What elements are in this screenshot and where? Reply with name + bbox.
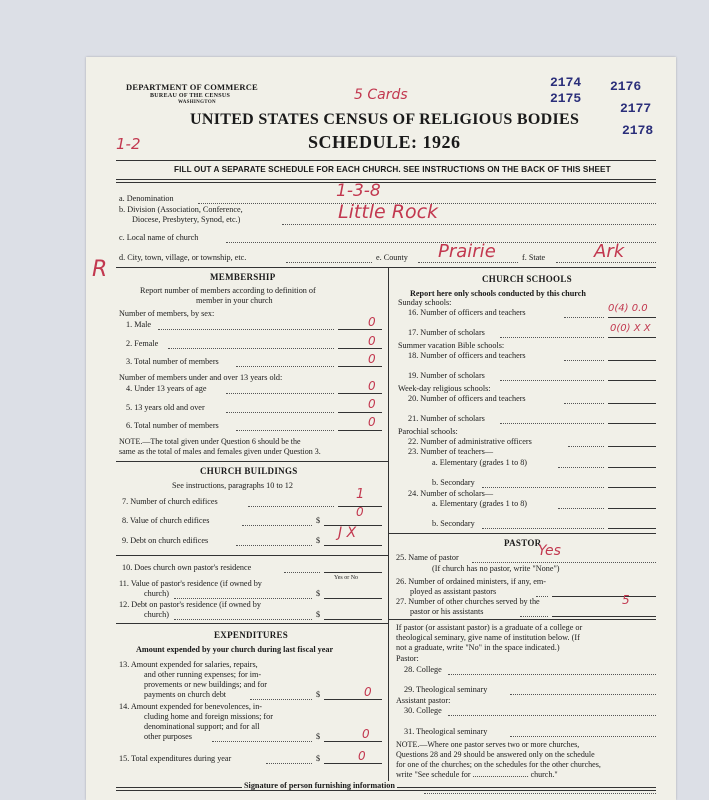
q23-teachers: 23. Number of teachers— <box>408 447 494 456</box>
field-county: e. County <box>376 253 408 262</box>
membership-note: NOTE.—The total given under Question 6 should be the <box>119 437 301 446</box>
exp-total-value: 0 <box>358 749 366 763</box>
pastor-note-cont2: for one of the churches; on the schedules for the other churches, <box>396 760 601 769</box>
membership-intro-cont: member in your church <box>196 296 273 305</box>
exp-benevolence-value: 0 <box>362 727 370 741</box>
dollar-sign: $ <box>316 536 321 545</box>
stamp-number: 2178 <box>622 123 654 138</box>
q7-edifices: 7. Number of church edifices <box>122 497 218 506</box>
q26-ordained: 26. Number of ordained ministers, if any, em- <box>396 577 546 586</box>
scholars-sunday-value: 0(0) X X <box>610 323 651 334</box>
q12-debt-residence: 12. Debt on pastor's residence (if owned by <box>119 600 261 609</box>
grad-instruction-cont1: theological seminary, give name of institution below. (If <box>396 633 580 642</box>
grad-instruction: If pastor (or assistant pastor) is a graduate of a college or <box>396 623 583 632</box>
q21-scholars: 21. Number of scholars <box>408 414 485 423</box>
pastor-title: PASTOR <box>504 538 542 548</box>
q26-cont: ployed as assistant pastors <box>410 587 497 596</box>
dollar-sign: $ <box>316 589 321 598</box>
q30-college: 30. College <box>404 706 442 715</box>
q14-cont3: other purposes <box>144 732 192 741</box>
q13-cont1: and other running expenses; for im- <box>144 670 262 679</box>
value-edifices-value: 0 <box>356 505 364 519</box>
total-members-value: 0 <box>368 352 376 366</box>
city-label: WASHINGTON <box>178 100 216 105</box>
q8-value-edifices: 8. Value of church edifices <box>122 516 210 525</box>
dollar-sign: $ <box>316 732 321 741</box>
denomination-value: 1-3-8 <box>336 181 381 201</box>
buildings-intro: See instructions, paragraphs 10 to 12 <box>172 481 293 490</box>
field-division: b. Division (Association, Conference, <box>119 205 243 214</box>
q12-cont: church) <box>144 610 170 619</box>
q24a-elementary: a. Elementary (grades 1 to 8) <box>432 499 528 508</box>
cards-note: 5 Cards <box>354 87 408 103</box>
pastor-name-value: Yes <box>538 543 561 559</box>
state-value: Ark <box>594 241 625 262</box>
pastor-note-cont1: Questions 28 and 29 should be answered only on the schedule <box>396 750 595 759</box>
census-schedule-sheet <box>86 57 676 800</box>
total-age-value: 0 <box>368 415 376 429</box>
q4-under13: 4. Under 13 years of age <box>126 384 207 393</box>
q13-salaries: 13. Amount expended for salaries, repairs, <box>119 660 258 669</box>
pastor-note-cont3: write "See schedule for ............................ church." <box>396 770 558 779</box>
vacation-schools-label: Summer vacation Bible schools: <box>398 341 505 350</box>
q25-name: 25. Name of pastor <box>396 553 459 562</box>
q11-cont: church) <box>144 589 170 598</box>
age-intro: Number of members under and over 13 years old: <box>119 373 283 382</box>
pastor-note: NOTE.—Where one pastor serves two or more churches, <box>396 740 580 749</box>
dollar-sign: $ <box>316 516 321 525</box>
membership-title: MEMBERSHIP <box>210 272 276 282</box>
q24b-secondary: b. Secondary <box>432 519 475 528</box>
q14-cont2: denominational support; and for all <box>144 722 260 731</box>
q14-benevolence: 14. Amount expended for benevolences, in- <box>119 702 263 711</box>
q27-other-churches: 27. Number of other churches served by the <box>396 597 540 606</box>
members-by-sex: Number of members, by sex: <box>119 309 215 318</box>
q18-officers: 18. Number of officers and teachers <box>408 351 526 360</box>
dollar-sign: $ <box>316 754 321 763</box>
q3-total: 3. Total number of members <box>126 357 219 366</box>
male-value: 0 <box>368 315 376 329</box>
schedule-title: SCHEDULE: 1926 <box>308 132 461 152</box>
weekday-schools-label: Week-day religious schools: <box>398 384 491 393</box>
q15-total: 15. Total expenditures during year <box>119 754 232 763</box>
buildings-title: CHURCH BUILDINGS <box>200 466 298 476</box>
page-ref-note: 1-2 <box>116 135 141 153</box>
q22-admin: 22. Number of administrative officers <box>408 437 532 446</box>
schools-intro: Report here only schools conducted by this church <box>410 289 586 298</box>
q6-total: 6. Total number of members <box>126 421 219 430</box>
stamp-number: 2174 <box>550 75 582 90</box>
field-division-cont: Diocese, Presbytery, Synod, etc.) <box>132 215 241 224</box>
female-value: 0 <box>368 334 376 348</box>
instruction-line: FILL OUT A SEPARATE SCHEDULE FOR EACH CHURCH. SEE INSTRUCTIONS ON THE BACK OF THIS SHEET <box>174 165 611 174</box>
other-churches-value: 5 <box>622 593 630 607</box>
q31-seminary: 31. Theological seminary <box>404 727 488 736</box>
pastor-label: Pastor: <box>396 654 419 663</box>
division-value: Little Rock <box>338 201 439 223</box>
stamp-number: 2175 <box>550 91 582 106</box>
q1-male: 1. Male <box>126 320 152 329</box>
q13-cont3: payments on church debt <box>144 690 227 699</box>
assistant-pastor-label: Assistant pastor: <box>396 696 451 705</box>
q14-cont1: cluding home and foreign missions; for <box>144 712 273 721</box>
department-label: DEPARTMENT OF COMMERCE <box>126 82 258 92</box>
q20-officers: 20. Number of officers and teachers <box>408 394 526 403</box>
q11-value-residence: 11. Value of pastor's residence (if owned by <box>119 579 262 588</box>
q2-female: 2. Female <box>126 339 159 348</box>
county-value: Prairie <box>438 241 496 262</box>
form-title: UNITED STATES CENSUS OF RELIGIOUS BODIES <box>190 111 580 128</box>
q10-owns-residence: 10. Does church own pastor's residence <box>122 563 252 572</box>
q25-note: (If church has no pastor, write "None") <box>432 564 560 573</box>
under13-value: 0 <box>368 379 376 393</box>
q13-cont2: provements or new buildings; and for <box>144 680 268 689</box>
signature-label: Signature of person furnishing information <box>244 781 395 790</box>
stamp-number: 2176 <box>610 79 642 94</box>
edifices-value: 1 <box>356 487 365 502</box>
grad-instruction-cont2: not a graduate, write "No" in the space indicated.) <box>396 643 560 652</box>
parochial-schools-label: Parochial schools: <box>398 427 458 436</box>
q23a-elementary: a. Elementary (grades 1 to 8) <box>432 458 528 467</box>
expenditures-title: EXPENDITURES <box>214 630 289 640</box>
membership-note-cont: same as the total of males and females given under Question 3. <box>119 447 321 456</box>
yes-no-label: Yes or No <box>334 575 359 581</box>
q29-seminary: 29. Theological seminary <box>404 685 488 694</box>
r-mark: R <box>92 257 108 282</box>
bureau-label: BUREAU OF THE CENSUS <box>150 93 231 99</box>
q5-over13: 5. 13 years old and over <box>126 403 205 412</box>
debt-edifices-value: J X <box>338 525 357 541</box>
field-city: d. City, town, village, or township, etc. <box>119 253 247 262</box>
q28-college: 28. College <box>404 665 442 674</box>
field-state: f. State <box>522 253 546 262</box>
officers-sunday-value: 0(4) 0.0 <box>608 303 648 314</box>
q27-cont: pastor or his assistants <box>410 607 484 616</box>
q17-scholars: 17. Number of scholars <box>408 328 485 337</box>
expenditures-intro: Amount expended by your church during last fiscal year <box>136 645 334 654</box>
dollar-sign: $ <box>316 610 321 619</box>
over13-value: 0 <box>368 397 376 411</box>
membership-intro: Report number of members according to definition of <box>140 286 316 295</box>
schools-title: CHURCH SCHOOLS <box>482 274 572 284</box>
sunday-schools-label: Sunday schools: <box>398 298 452 307</box>
field-denomination: a. Denomination <box>119 194 174 203</box>
q24-scholars: 24. Number of scholars— <box>408 489 494 498</box>
q23b-secondary: b. Secondary <box>432 478 475 487</box>
q16-officers: 16. Number of officers and teachers <box>408 308 526 317</box>
dollar-sign: $ <box>316 690 321 699</box>
q9-debt-edifices: 9. Debt on church edifices <box>122 536 209 545</box>
field-local-name: c. Local name of church <box>119 233 199 242</box>
q19-scholars: 19. Number of scholars <box>408 371 485 380</box>
stamp-number: 2177 <box>620 101 652 116</box>
exp-salaries-value: 0 <box>364 685 372 699</box>
